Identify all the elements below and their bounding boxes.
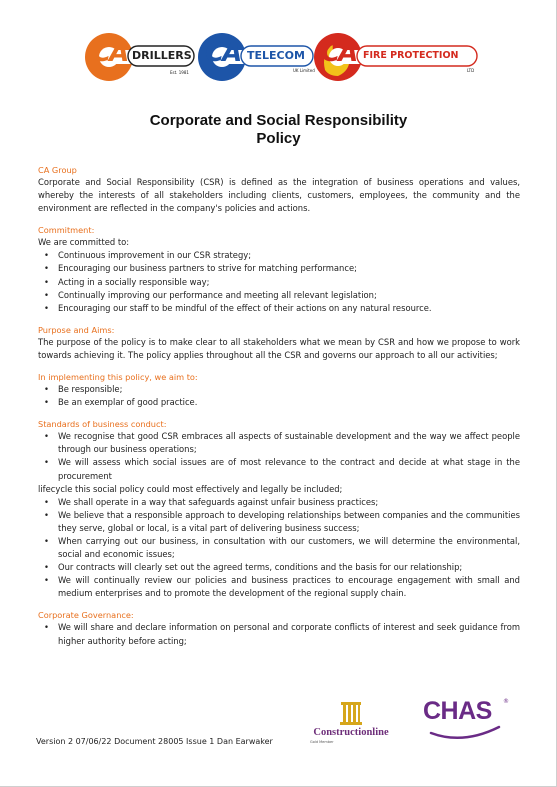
policy-content <box>38 164 520 657</box>
list-item: • Encouraging our staff to be mindful of the effect of their actions on any natural resource. <box>38 302 520 315</box>
section-heading: Corporate Governance: <box>38 610 134 621</box>
list-item: • We believe that a responsible approach to developing relationships between companies and the communities they serve, global or local, is a vital part of delivering business success; <box>38 509 520 535</box>
list-item: • Continuous improvement in our CSR strategy; <box>38 249 520 262</box>
section-ca-group <box>38 164 520 215</box>
document-info: Version 2 07/06/22 Document 28005 Issue 1 Dan Earwaker <box>36 737 273 746</box>
drillers-initials: CA <box>92 38 128 68</box>
fire-tagline: LTD <box>467 68 475 73</box>
chas-name: CHAS <box>423 697 492 725</box>
section-text: Corporate and Social Responsibility (CSR) is defined as the integration of business operations and values, whereby the interests of all stakeholders including clients, customers, employees, the community and the environment are reflected in the company's policies and actions. <box>38 177 520 214</box>
list-item: • We recognise that good CSR embraces all aspects of sustainable development and the way we affect people through our business operations; <box>38 430 520 456</box>
section-commitment <box>38 224 520 315</box>
standards-list-cont <box>38 496 520 601</box>
ca-drillers-logo <box>82 30 198 88</box>
constructionline-logo <box>306 700 396 748</box>
section-implementing <box>38 371 520 409</box>
column-icon <box>306 700 396 728</box>
section-text: The purpose of the policy is to make clear to all stakeholders what we mean by CSR and how we propose to work towards achieving it. The policy applies throughout all the CSR and governs our approach to all our activities; <box>38 336 520 360</box>
list-item <box>38 456 520 482</box>
list-item: • We shall operate in a way that safeguards against unfair business practices; <box>38 496 520 509</box>
section-standards <box>38 418 520 600</box>
drillers-name: DRILLERS <box>132 49 192 62</box>
list-item: • Be responsible; <box>38 383 520 396</box>
ca-telecom-logo <box>195 30 317 88</box>
section-purpose <box>38 324 520 362</box>
constructionline-sub: Gold Member <box>310 740 334 744</box>
list-continuation: lifecycle this social policy could most effectively and legally be included; <box>38 483 343 494</box>
telecom-initials: CA <box>205 38 241 68</box>
list-item: • Acting in a socially responsible way; <box>38 276 520 289</box>
list-item-text: We will assess which social issues are of most relevance to the contract and decide at what stage in the procurement <box>58 457 520 481</box>
section-heading: In implementing this policy, we aim to: <box>38 372 198 383</box>
title-line-2: Policy <box>256 130 301 147</box>
chas-logo <box>423 697 523 745</box>
section-heading: CA Group <box>38 165 77 175</box>
section-heading: Purpose and Aims: <box>38 324 115 335</box>
section-heading: Commitment: <box>38 225 95 236</box>
chas-registered-mark: ® <box>503 698 509 705</box>
drillers-tagline: Est. 1981 <box>170 70 189 75</box>
list-item: • Continually improving our performance and meeting all relevant legislation; <box>38 289 520 302</box>
ca-fire-protection-logo <box>311 30 481 88</box>
header-logos <box>82 30 482 88</box>
fire-name: FIRE PROTECTION <box>363 50 459 61</box>
list-item: • Our contracts will clearly set out the agreed terms, conditions and the basis for our relationship; <box>38 561 520 574</box>
section-heading: Standards of business conduct: <box>38 419 167 430</box>
list-item: • Be an exemplar of good practice. <box>38 396 520 409</box>
telecom-name: TELECOM <box>247 49 305 62</box>
chas-swoosh-icon <box>423 697 523 745</box>
standards-list <box>38 430 520 482</box>
list-item: • Encouraging our business partners to strive for matching performance; <box>38 262 520 275</box>
fire-initials: CA <box>321 38 357 68</box>
section-governance <box>38 609 520 647</box>
page-title <box>0 112 557 148</box>
telecom-tagline: UK Limited <box>293 68 315 73</box>
governance-list <box>38 621 520 647</box>
title-line-1: Corporate and Social Responsibility <box>149 112 408 129</box>
section-intro: We are committed to: <box>38 237 130 248</box>
list-item: • We will continually review our policies and business practices to encourage engagement with small and medium enterprises and to promote the development of the regional supply chain. <box>38 574 520 600</box>
constructionline-name: Constructionline <box>313 727 389 738</box>
list-item: • When carrying out our business, in consultation with our customers, we will determine the environmental, social and economic issues; <box>38 535 520 561</box>
implementing-list <box>38 383 520 409</box>
list-item: • We will share and declare information on personal and corporate conflicts of interest and seek guidance from higher authority before acting; <box>38 621 520 647</box>
commitment-list <box>38 249 520 314</box>
